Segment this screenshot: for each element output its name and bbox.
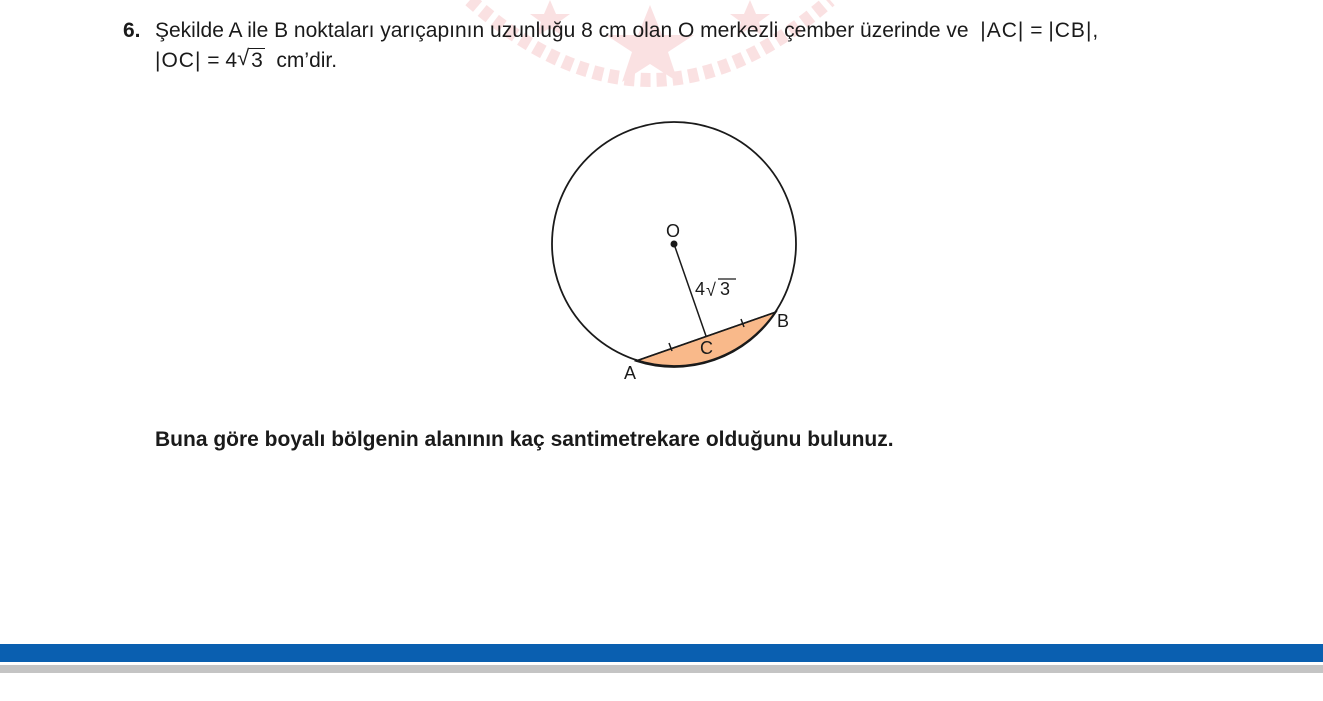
eq-right-abs: |CB|	[1048, 19, 1093, 42]
oc-abs: |OC|	[155, 49, 202, 72]
oc-length-radical-icon: √	[706, 280, 716, 300]
radical-sign-icon: √	[237, 45, 250, 70]
oc-eq-sign: =	[207, 49, 220, 72]
problem-line-2	[123, 46, 1203, 76]
eq-left-abs: |AC|	[980, 19, 1025, 42]
center-point	[671, 241, 678, 248]
oc-length-coef: 4	[695, 279, 706, 299]
circle-figure	[540, 110, 810, 400]
eq-end-comma: ,	[1092, 19, 1099, 42]
problem-number: 6.	[123, 19, 141, 42]
label-o: O	[666, 221, 681, 241]
oc-suffix: cm’dir.	[276, 49, 338, 72]
footer-gray-bar	[0, 665, 1323, 673]
footer-blue-bar	[0, 644, 1323, 662]
oc-coefficient: 4	[225, 49, 238, 72]
problem-statement	[123, 16, 1203, 76]
oc-length-radicand: 3	[720, 279, 731, 299]
radicand: 3	[251, 49, 263, 72]
label-c: C	[700, 338, 713, 358]
label-a: A	[624, 363, 637, 383]
sqrt-expression	[237, 46, 265, 76]
eq-sign: =	[1030, 19, 1043, 42]
problem-text: Şekilde A ile B noktaları yarıçapının uzunluğu 8 cm olan O merkezli çember üzerinde ve	[155, 19, 969, 42]
label-b: B	[777, 311, 790, 331]
problem-line-1	[123, 16, 1203, 46]
question-text: Buna göre boyalı bölgenin alanının kaç santimetrekare olduğunu bulunuz.	[155, 428, 894, 451]
